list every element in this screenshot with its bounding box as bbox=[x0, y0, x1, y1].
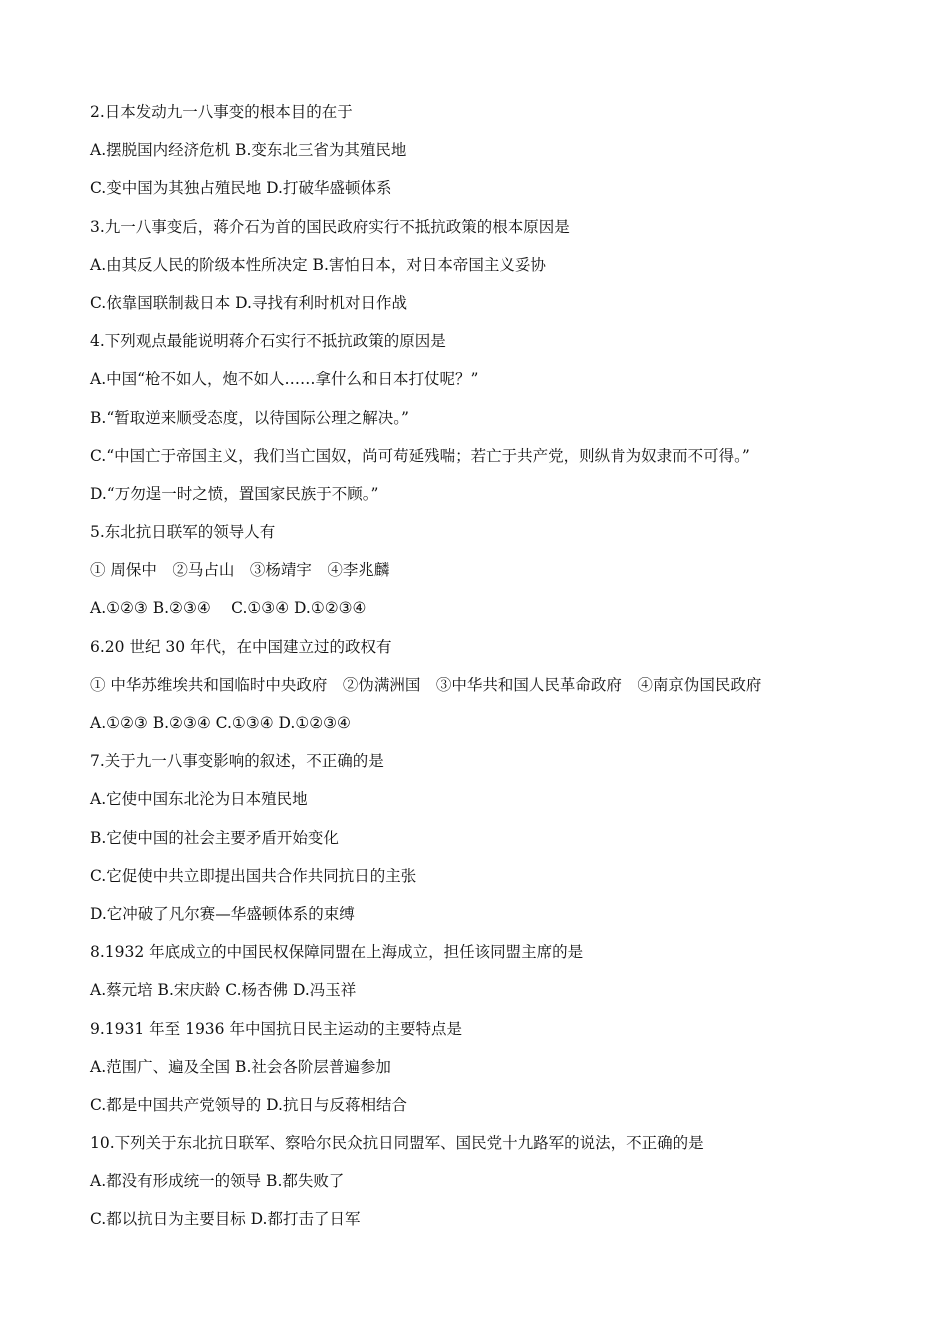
question-3-options-cd: C.依靠国联制裁日本 D.寻找有利时机对日作战 bbox=[90, 293, 407, 312]
document-page bbox=[90, 100, 910, 1246]
question-6-stem: 6.20 世纪 30 年代，在中国建立过的政权有 bbox=[90, 637, 392, 656]
question-6-items: ① 中华苏维埃共和国临时中央政府 ②伪满洲国 ③中华共和国人民革命政府 ④南京伪国民政府 bbox=[90, 675, 762, 694]
question-3-options-ab: A.由其反人民的阶级本性所决定 B.害怕日本，对日本帝国主义妥协 bbox=[90, 255, 546, 274]
question-7-option-b: B.它使中国的社会主要矛盾开始变化 bbox=[90, 828, 339, 847]
question-4-option-b: B.“暂取逆来顺受态度，以待国际公理之解决。” bbox=[90, 408, 409, 427]
question-9-options-ab: A.范围广、遍及全国 B.社会各阶层普遍参加 bbox=[90, 1057, 391, 1076]
question-7-stem: 7.关于九一八事变影响的叙述，不正确的是 bbox=[90, 752, 384, 771]
question-4-option-d: D.“万勿逞一时之愤，置国家民族于不顾。” bbox=[90, 484, 379, 503]
question-10-options-cd: C.都以抗日为主要目标 D.都打击了日军 bbox=[90, 1210, 361, 1229]
question-7-option-a: A.它使中国东北沦为日本殖民地 bbox=[90, 790, 308, 809]
question-4-option-a: A.中国“枪不如人，炮不如人……拿什么和日本打仗呢？” bbox=[90, 370, 479, 389]
question-9-stem: 9.1931 年至 1936 年中国抗日民主运动的主要特点是 bbox=[90, 1019, 462, 1038]
question-7-option-c: C.它促使中共立即提出国共合作共同抗日的主张 bbox=[90, 866, 417, 885]
question-5-stem: 5.东北抗日联军的领导人有 bbox=[90, 523, 276, 542]
question-10-options-ab: A.都没有形成统一的领导 B.都失败了 bbox=[90, 1172, 345, 1191]
question-3-stem: 3.九一八事变后，蒋介石为首的国民政府实行不抵抗政策的根本原因是 bbox=[90, 217, 570, 236]
question-9-options-cd: C.都是中国共产党领导的 D.抗日与反蒋相结合 bbox=[90, 1095, 407, 1114]
question-8-stem: 8.1932 年底成立的中国民权保障同盟在上海成立，担任该同盟主席的是 bbox=[90, 943, 584, 962]
question-8-options: A.蔡元培 B.宋庆龄 C.杨杏佛 D.冯玉祥 bbox=[90, 981, 357, 1000]
question-2-options-cd: C.变中国为其独占殖民地 D.打破华盛顿体系 bbox=[90, 179, 392, 198]
question-2-options-ab: A.摆脱国内经济危机 B.变东北三省为其殖民地 bbox=[90, 141, 407, 160]
question-4-stem: 4.下列观点最能说明蒋介石实行不抵抗政策的原因是 bbox=[90, 332, 446, 351]
question-6-options: A.①②③ B.②③④ C.①③④ D.①②③④ bbox=[90, 714, 351, 732]
question-5-options: A.①②③ B.②③④ C.①③④ D.①②③④ bbox=[90, 599, 367, 618]
question-5-items: ① 周保中 ②马占山 ③杨靖宇 ④李兆麟 bbox=[90, 561, 390, 580]
question-10-stem: 10.下列关于东北抗日联军、察哈尔民众抗日同盟军、国民党十九路军的说法，不正确的是 bbox=[90, 1134, 704, 1153]
question-7-option-d: D.它冲破了凡尔赛—华盛顿体系的束缚 bbox=[90, 904, 355, 923]
question-2-stem: 2.日本发动九一八事变的根本目的在于 bbox=[90, 103, 353, 121]
question-4-option-c: C.“中国亡于帝国主义，我们当亡国奴，尚可苟延残喘；若亡于共产党，则纵肯为奴隶而不可得。” bbox=[90, 446, 750, 465]
